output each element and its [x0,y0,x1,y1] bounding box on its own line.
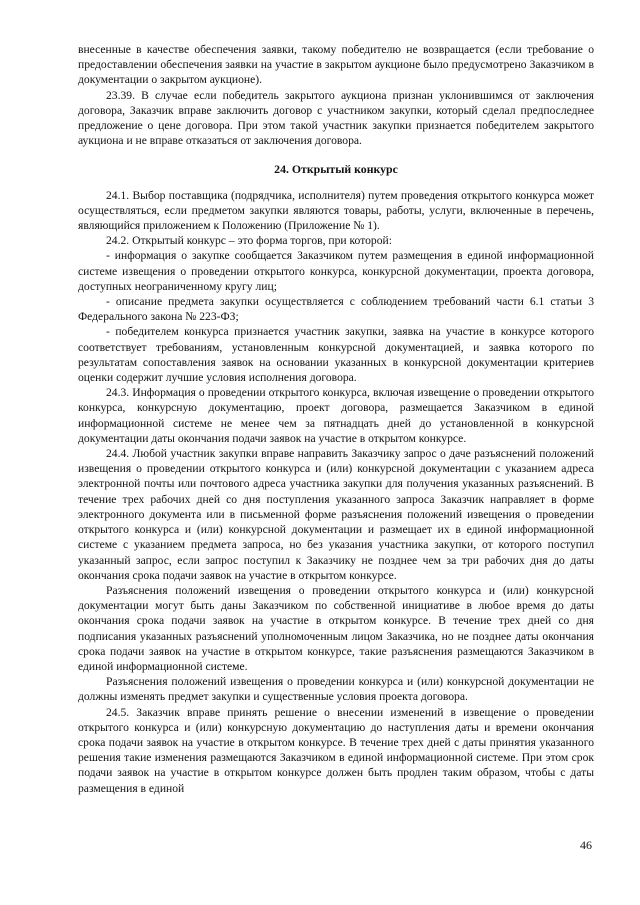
list-item-info: - информация о закупке сообщается Заказчиком путем размещения в единой информационной системе извещения о проведении открытого конкурса, конкурсной документации, проекта договора, доступных неограниченному кругу лиц; [78,249,594,293]
page-number: 46 [580,838,592,852]
paragraph-24-2: 24.2. Открытый конкурс – это форма торгов, при которой: [106,234,392,248]
paragraph-clarifications-2: Разъяснения положений извещения о проведении конкурса и (или) конкурсной документации не должны изменять предмет закупки и существенные условия проекта договора. [78,675,594,704]
paragraph-24-5: 24.5. Заказчик вправе принять решение о внесении изменений в извещение о проведении открытого конкурса и (или) конкурсную документацию до наступления даты и времени окончания срока подачи заявок на участие в открытом конкурсе. В течение трех дней с даты принятия указанного решения такие изменения размещаются Заказчиком в единой информационной системе. При этом срок подачи заявок на участие в открытом конкурсе должен быть продлен таким образом, чтобы с даты размещения в единой [78,705,594,795]
section-heading: 24. Открытый конкурс [274,162,398,177]
paragraph-clarifications-1: Разъяснения положений извещения о проведении открытого конкурса и (или) конкурсной документации могут быть даны Заказчиком по собственной инициативе в любое время до даты окончания срока подачи заявок на участие в открытом конкурсе. В течение трех дней со дня подписания указанных разъяснений уполномоченным лицом Заказчика, но не позднее даты окончания срока подачи заявок на участие в открытом конкурсе, такие разъяснения размещаются Заказчиком в единой информационной системе. [78,583,594,673]
list-item-winner: - победителем конкурса признается участник закупки, заявка на участие в конкурсе которого соответствует требованиям, установленным конкурсной документацией, и заявка которого по результатам сопоставления заявок на основании указанных в конкурсной документации критериев оценки содержит лучшие условия исполнения договора. [78,325,594,385]
list-item-description: - описание предмета закупки осуществляется с соблюдением требований части 6.1 статьи 3 Федерального закона № 223-ФЗ; [78,295,594,324]
paragraph-24-1: 24.1. Выбор поставщика (подрядчика, исполнителя) путем проведения открытого конкурса может осуществляться, если предметом закупки являются товары, работы, услуги, включенные в перечень, являющийся приложением к Положению (Приложение № 1). [78,188,594,233]
paragraph-24-4: 24.4. Любой участник закупки вправе направить Заказчику запрос о даче разъяснений положений извещения о проведении открытого конкурса и (или) конкурсной документации с указанием адреса электронной почты или почтового адреса участника закупки для получения указанных разъяснений. В течение трех рабочих дней со дня поступления указанного запроса Заказчик направляет в форме электронного документа или в письменной форме разъяснения положений извещения о проведении открытого конкурса и (или) конкурсной документации и размещает их в единой информационной системе с указанием предмета запроса, но без указания участника закупки, от которого поступил указанный запрос, если запрос поступил к Заказчику не позднее чем за три рабочих дня до даты окончания срока подачи заявок на участие в открытом конкурсе. [78,447,594,582]
paragraph-24-3: 24.3. Информация о проведении открытого конкурса, включая извещение о проведении открытого конкурса, конкурсную документацию, проект договора, размещается Заказчиком в единой информационной системе не менее чем за пятнадцать дней до установленной в конкурсной документации даты окончания подачи заявок на участие в открытом конкурсе. [78,386,594,445]
paragraph-23-39: 23.39. В случае если победитель закрытого аукциона признан уклонившимся от заключения договора, Заказчик вправе заключить договор с участником закупки, который сделал предпоследнее предложение о цене договора. При этом такой участник закупки признается победителем закрытого аукциона и не вправе отказаться от заключения договора. [78,88,594,148]
paragraph-top-1: внесенные в качестве обеспечения заявки, такому победителю не возвращается (если требование о предоставлении обеспечения заявки на участие в закрытом аукционе было предусмотрено Заказчиком в документации о закрытом аукционе). [78,43,594,87]
document-page [78,42,594,796]
